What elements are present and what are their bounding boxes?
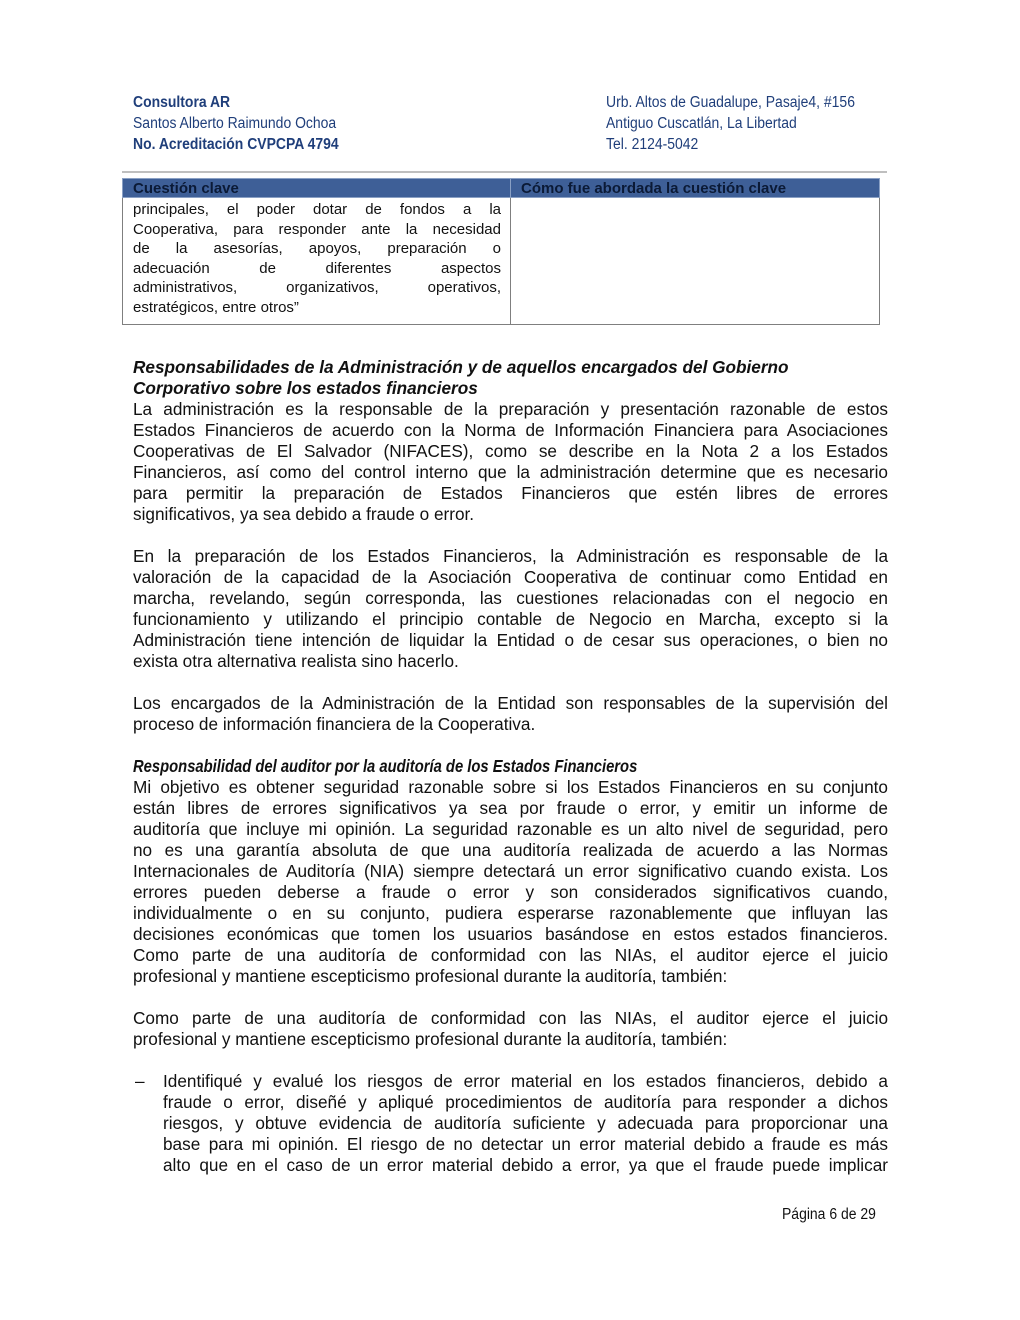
cell-line: de la asesorías, apoyos, preparación o bbox=[133, 240, 501, 258]
cell-line: administrativos, organizativos, operativos, bbox=[133, 279, 501, 297]
paragraph bbox=[133, 399, 888, 525]
text-line: alto que en el caso de un error material debido a error, ya que el fraude puede implicar bbox=[163, 1155, 888, 1175]
auditor-name: Santos Alberto Raimundo Ochoa bbox=[133, 115, 337, 132]
text-line: La administración es la responsable de la preparación y presentación razonable de estos bbox=[133, 399, 888, 419]
text-line: profesional y mantiene escepticismo profesional durante la auditoría, también: bbox=[133, 966, 728, 986]
text-line: riesgos, y obtuve evidencia de auditoría suficiente y adecuada para proporcionar una bbox=[163, 1113, 888, 1133]
cell-line: adecuación de diferentes aspectos bbox=[133, 259, 501, 277]
paragraph bbox=[133, 777, 888, 987]
text-line: Financieros, así como del control interno que la administración determine que es necesario bbox=[133, 462, 888, 482]
key-matters-table bbox=[122, 178, 880, 325]
text-line: Los encargados de la Administración de la Entidad son responsables de la supervisión del bbox=[133, 693, 888, 713]
text-line: base para mi opinión. El riesgo de no detectar un error material debido a fraude es más bbox=[163, 1134, 888, 1154]
text-line: Mi objetivo es obtener seguridad razonable sobre si los Estados Financieros en su conjunto bbox=[133, 777, 888, 797]
cell-line: Cooperativa, para responder ante la necesidad bbox=[133, 220, 501, 238]
text-line: En la preparación de los Estados Financieros, la Administración es responsable de la bbox=[133, 546, 888, 566]
text-line: Administración tiene intención de liquidar la Entidad o de cesar sus operaciones, o bien no bbox=[133, 630, 888, 650]
text-line: profesional y mantiene escepticismo profesional durante la auditoría, también: bbox=[133, 1029, 728, 1049]
text-line: funcionamiento y utilizando el principio contable de Negocio en Marcha, excepto si la bbox=[133, 609, 888, 629]
header-divider bbox=[122, 171, 887, 173]
text-line: significativos, ya sea debido a fraude o error. bbox=[133, 504, 475, 524]
page-number: Página 6 de 29 bbox=[782, 1206, 876, 1223]
text-line: Estados Financieros de acuerdo con la Norma de Información Financiera para Asociaciones bbox=[133, 420, 888, 440]
cell-line: estratégicos, entre otros” bbox=[133, 298, 299, 316]
text-line: proceso de información financiera de la Cooperativa. bbox=[133, 714, 536, 734]
text-line: individualmente o en su conjunto, pudiera esperarse razonablemente que influyan las bbox=[133, 903, 888, 923]
address-line-2: Antiguo Cuscatlán, La Libertad bbox=[606, 115, 797, 132]
text-line: exista otra alternativa realista sino hacerlo. bbox=[133, 651, 459, 671]
bullet-dash: – bbox=[135, 1071, 145, 1091]
header-right bbox=[606, 92, 883, 155]
text-line: no es una garantía absoluta de que una auditoría realizada de acuerdo a las Normas bbox=[133, 840, 888, 860]
paragraph bbox=[133, 693, 888, 735]
table-header-row bbox=[123, 179, 880, 198]
text-line: Como parte de una auditoría de conformidad con las NIAs, el auditor ejerce el juicio bbox=[133, 945, 888, 965]
col-header-key-matter: Cuestión clave bbox=[123, 179, 511, 198]
page-header bbox=[133, 92, 888, 158]
text-line: para permitir la preparación de Estados Financieros que estén libres de errores bbox=[133, 483, 888, 503]
text-line: errores pueden deberse a fraude o error y son considerados significativos cuando, bbox=[133, 882, 888, 902]
section-heading-management bbox=[133, 357, 888, 399]
heading-line: Responsabilidades de la Administración y de aquellos encargados del Gobierno bbox=[133, 357, 789, 377]
text-line: auditoría que incluye mi opinión. La seguridad razonable es un alto nivel de seguridad, pero bbox=[133, 819, 888, 839]
bullet-item bbox=[133, 1071, 888, 1176]
phone: Tel. 2124-5042 bbox=[606, 136, 699, 153]
address-line-1: Urb. Altos de Guadalupe, Pasaje4, #156 bbox=[606, 94, 855, 111]
section-heading-auditor: Responsabilidad del auditor por la auditoría de los Estados Financieros bbox=[133, 756, 638, 776]
text-line: decisiones económicas que tomen los usuarios basándose en estos estados financieros. bbox=[133, 924, 888, 944]
col-header-how-addressed: Cómo fue abordada la cuestión clave bbox=[511, 179, 880, 198]
paragraph bbox=[133, 1008, 888, 1050]
how-addressed-cell bbox=[511, 198, 880, 325]
key-matter-cell bbox=[123, 198, 511, 325]
body-content bbox=[133, 357, 888, 1176]
accreditation-number: No. Acreditación CVPCPA 4794 bbox=[133, 136, 339, 153]
cell-line: principales, el poder dotar de fondos a la bbox=[133, 201, 501, 218]
text-line: fraude o error, diseñé y apliqué procedimientos de auditoría para responder a dichos bbox=[163, 1092, 888, 1112]
text-line: Internacionales de Auditoría (NIA) siempre detectará un error significativo cuando exista. Los bbox=[133, 861, 888, 881]
text-line: marcha, revelando, según corresponda, las cuestiones relacionadas con el negocio en bbox=[133, 588, 888, 608]
text-line: están libres de errores significativos ya sea por fraude o error, y emitir un informe de bbox=[133, 798, 888, 818]
paragraph bbox=[133, 546, 888, 672]
heading-line: Corporativo sobre los estados financieros bbox=[133, 378, 478, 398]
text-line: valoración de la capacidad de la Asociación Cooperativa de continuar como Entidad en bbox=[133, 567, 888, 587]
text-line: Identifiqué y evalué los riesgos de error material en los estados financieros, debido a bbox=[163, 1071, 888, 1091]
text-line: Como parte de una auditoría de conformidad con las NIAs, el auditor ejerce el juicio bbox=[133, 1008, 888, 1028]
firm-name: Consultora AR bbox=[133, 94, 231, 111]
table-row bbox=[123, 198, 880, 325]
text-line: Cooperativas de El Salvador (NIFACES), como se describe en la Nota 2 a los Estados bbox=[133, 441, 888, 461]
header-left bbox=[133, 92, 362, 155]
